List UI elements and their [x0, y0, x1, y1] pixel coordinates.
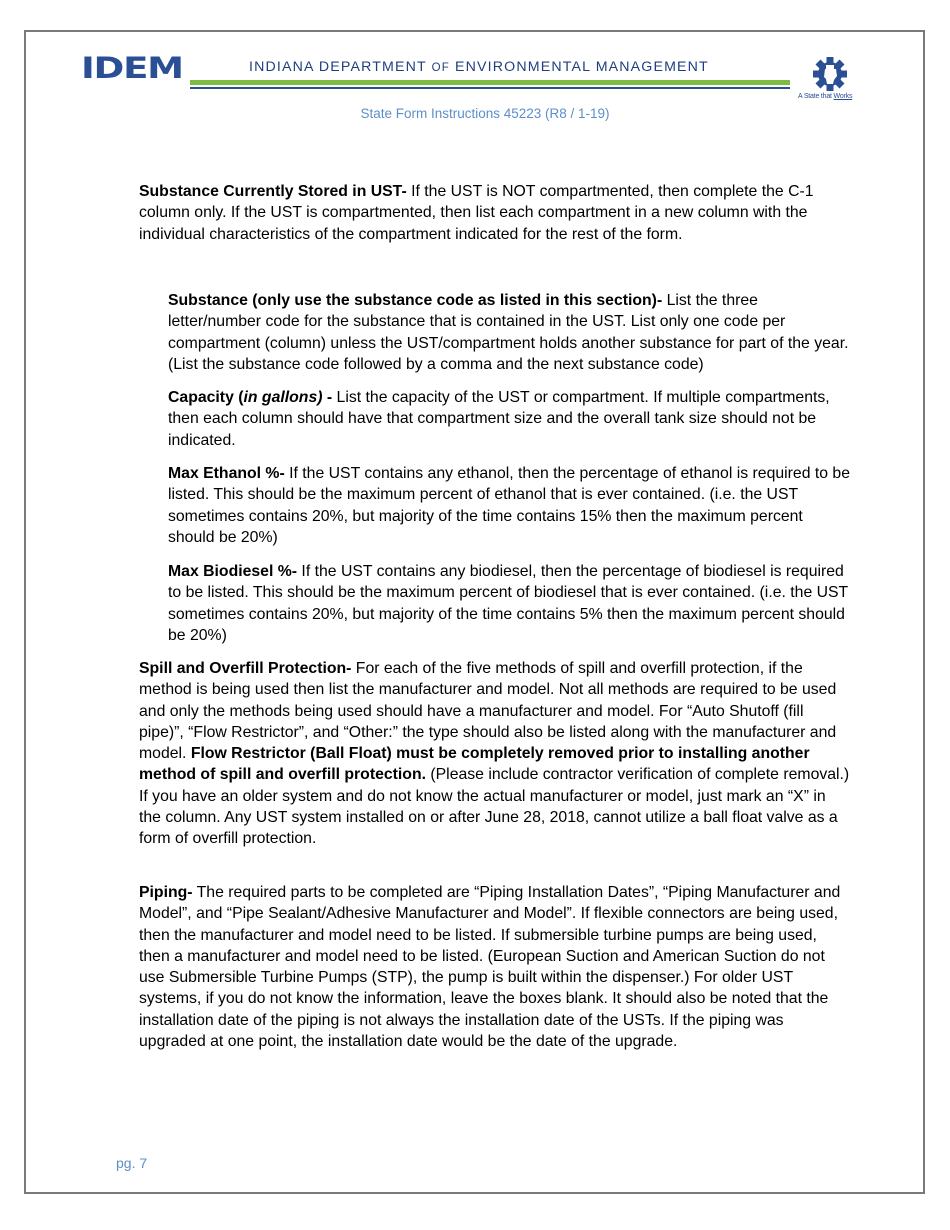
section-text: List the capacity of the UST or compartment. If multiple compartments, then each column should have that compartment size and the overall tank size should not be indicated. — [168, 389, 830, 449]
section-heading: Max Biodiesel %- — [168, 563, 298, 580]
state-tagline — [798, 93, 852, 100]
section-heading: Substance Currently Stored in UST- — [139, 183, 407, 200]
tagline-prefix: A State that — [798, 93, 834, 100]
dept-title-part-1: INDIANA DEPARTMENT — [249, 59, 427, 75]
idem-logo: IDEM — [81, 51, 183, 85]
form-number-line: State Form Instructions 45223 (R8 / 1-19) — [360, 106, 610, 121]
section-heading: Max Ethanol %- — [168, 465, 285, 482]
section-text: If the UST contains any biodiesel, then the percentage of biodiesel is required to be listed. This should be the maximum percent of biodiesel that is ever contained. (i.e. the UST sometimes contains 20%, but majority of the time contains 5% then the maximum percent should be 20%) — [168, 563, 848, 644]
section-text: If the UST contains any ethanol, then the percentage of ethanol is required to be listed. This should be the maximum percent of ethanol that is ever contained. (i.e. the UST sometimes contains 20%, but majority of the time contains 15% then the maximum percent should be 20%) — [168, 465, 850, 546]
section-heading: Substance (only use the substance code as listed in this section)- — [168, 292, 663, 309]
section-substance — [168, 290, 852, 375]
section-bold-notice: Flow Restrictor (Ball Float) must be completely removed prior to installing another method of spill and overfill protection. — [139, 745, 810, 784]
section-text: The required parts to be completed are “Piping Installation Dates”, “Piping Manufacturer and Model”, and “Pipe Sealant/Adhesive Manufacturer and Model”. If flexible connectors are being used, then the manufacturer and model need to be listed. If submersible turbine pumps are being used, then a manufacturer and model need to be listed. (European Suction and American Suction do not use Submersible Turbine Pumps (STP), the pump is built within the dispenser.) For older UST systems, if you do not know the information, leave the boxes blank. It should also be noted that the installation date of the piping is not always the installation date of the USTs. If the piping was upgraded at one point, the installation date would be the date of the upgrade. — [139, 884, 841, 1051]
section-piping — [139, 882, 851, 1052]
section-spill-overfill — [139, 658, 851, 850]
section-substance-stored — [139, 181, 851, 245]
section-max-biodiesel — [168, 561, 852, 646]
tagline-emphasis: Works — [833, 93, 853, 100]
section-text: For each of the five methods of spill and overfill protection, if the method is being used then list the manufacturer and model. Not all methods are required to be used and only the methods being used should have a manufacturer and model. For “Auto Shutoff (fill pipe)”, “Flow Restrictor”, and “Other:” the type should also be listed along with the manufacturer and model. — [139, 660, 837, 763]
section-text: List the three letter/number code for the substance that is contained in the UST. List only one code per compartment (column) unless the UST/compartment holds another substance for part of the year. (List the substance code followed by a comma and the next substance code) — [168, 292, 849, 373]
page-number: pg. 7 — [116, 1155, 148, 1171]
section-capacity — [168, 387, 852, 451]
department-title — [249, 59, 709, 75]
section-heading: Capacity (in gallons) - — [168, 389, 333, 406]
dept-title-part-2: ENVIRONMENTAL MANAGEMENT — [455, 59, 709, 75]
header-rule-blue — [190, 87, 790, 89]
section-text: If the UST is NOT compartmented, then complete the C-1 column only. If the UST is compartmented, then list each compartment in a new column with the individual characteristics of the compartment indicated for the rest of the form. — [139, 183, 814, 243]
section-max-ethanol — [168, 463, 852, 548]
section-heading: Spill and Overfill Protection- — [139, 660, 352, 677]
section-heading: Piping- — [139, 884, 193, 901]
header-rule-green — [190, 80, 790, 85]
dept-title-of: OF — [431, 62, 450, 74]
section-text-2: (Please include contractor verification of complete removal.) If you have an older system and do not know the actual manufacturer or model, just mark an “X” in the column. Any UST system installed on or after June 28, 2018, cannot utilize a ball float valve as a form of overfill protection. — [139, 766, 850, 848]
